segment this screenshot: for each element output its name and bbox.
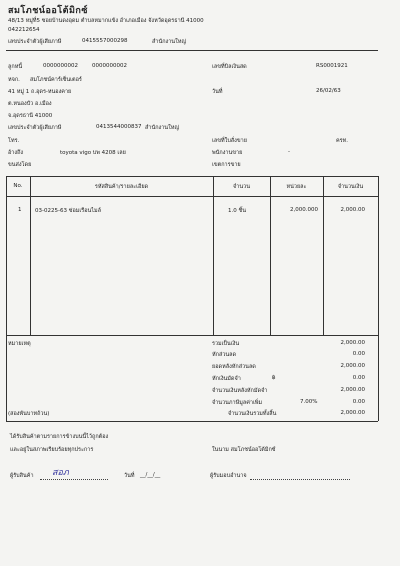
row-description: 03-0225-63 ซ่อมเรือนไมล์ [35, 208, 102, 214]
vat-label: จำนวนภาษีมูลค่าเพิ่ม [212, 400, 263, 406]
received-statement-2: และอยู่ในสภาพเรียบร้อยทุกประการ [10, 447, 94, 453]
company-branch: สำนักงานใหญ่ [152, 39, 187, 45]
received-statement-1: ได้รับสินค้าตามรายการข้างบนนี้ไว้ถูกต้อง [10, 434, 109, 440]
customer-address-2: ต.หนองบัว อ.เมือง [8, 101, 52, 107]
remark-label: หมายเหตุ [8, 341, 31, 347]
row-amount: 2,000.00 [340, 207, 365, 213]
after-deposit-label: จำนวนเงินหลังหักมัดจำ [212, 388, 268, 394]
company-tax-id-label: เลขประจำตัวผู้เสียภาษี [8, 39, 62, 45]
receiver-label: ผู้รับสินค้า [10, 473, 34, 479]
header-no: No. [13, 183, 23, 189]
doc-date: 26/02/63 [316, 88, 341, 94]
customer-code-2: 0000000002 [92, 63, 127, 69]
doc-date-label: วันที่ [212, 89, 223, 95]
customer-tax-id: 0413544000837 [96, 124, 142, 130]
after-deposit-value: 2,000.00 [340, 387, 365, 393]
subtotal-label: รวมเป็นเงิน [212, 341, 240, 347]
grand-total-label: จำนวนเงินรวมทั้งสิ้น [228, 411, 277, 417]
doc-credit-label: ครท. [336, 138, 349, 144]
customer-remark-label: อ้างถึง [8, 150, 24, 156]
header-divider [6, 50, 378, 51]
company-address: 48/13 หมู่ที่5 ซอยบ้านดงอุดม ตำบลหมากแข้ง อำเภอเมือง จังหวัดอุดรธานี 41000 [8, 18, 204, 24]
row-quantity: 1.0 ชิ้น [228, 208, 246, 214]
header-description: รหัสสินค้า/รายละเอียด [94, 184, 149, 190]
customer-branch: สำนักงานใหญ่ [145, 125, 180, 131]
company-tax-id: 0415557000298 [82, 38, 128, 44]
customer-remark: toyota vigo บพ 4208 เลย [60, 150, 126, 156]
subtotal-value: 2,000.00 [340, 340, 365, 346]
receiver-signature: สอภ [52, 468, 69, 478]
doc-sales-label: พนักงานขาย [212, 150, 243, 156]
doc-number-label: เลขที่บิลเงินสด [212, 64, 247, 70]
customer-name-prefix: หจก. [8, 77, 20, 83]
customer-address-3: จ.อุดรธานี 41000 [8, 113, 53, 119]
after-discount-label: ยอดหลังหักส่วนลด [212, 364, 256, 370]
discount-label: หักส่วนลด [212, 352, 237, 358]
doc-sales-value: - [288, 149, 290, 155]
row-no: 1 [18, 207, 22, 213]
vat-value: 0.00 [352, 399, 365, 405]
receiver-date-label: วันที่ [124, 473, 135, 479]
company-phone: 042212654 [8, 27, 40, 33]
deposit-value: 0.00 [352, 375, 365, 381]
customer-code-label: ลูกหนี้ [8, 64, 23, 70]
customer-address-1: 41 หมู่ 1 ถ.อุดร-หนองคาย [8, 89, 72, 95]
authorized-label: ผู้รับมอบอำนาจ [210, 473, 247, 479]
receiver-date-value: __/__/__ [140, 472, 161, 478]
on-behalf-of: ในนาม สมโภชน์ออโต้มิกซ์ [212, 447, 276, 453]
discount-value: 0.00 [352, 351, 365, 357]
ship-label: ขนส่งโดย [8, 162, 32, 168]
customer-tax-id-label: เลขประจำตัวผู้เสียภาษี [8, 125, 62, 131]
amount-in-words: (สองพันบาทถ้วน) [8, 411, 50, 417]
vat-rate: 7.00% [300, 399, 318, 405]
doc-ref-label: เลขที่ใบสั่งขาย [212, 138, 247, 144]
grand-total-value: 2,000.00 [340, 410, 365, 416]
deposit-label: หักเงินมัดจำ [212, 376, 241, 382]
customer-name: สมโภชน์คาร์เซ็นเตอร์ [30, 77, 82, 83]
customer-code: 0000000002 [43, 63, 78, 69]
doc-due-label: เขตการขาย [212, 162, 241, 168]
customer-phone-label: โทร. [8, 138, 20, 144]
header-quantity: จำนวน [233, 184, 250, 190]
header-unit-price: หน่วยละ [286, 184, 307, 190]
header-amount: จำนวนเงิน [337, 184, 364, 190]
company-name: สมโภชน์ออโต้มิกซ์ [8, 6, 88, 16]
deposit-extra: ฿ [272, 375, 276, 381]
after-discount-value: 2,000.00 [340, 363, 365, 369]
doc-number: RS0001921 [316, 63, 348, 69]
row-unit-price: 2,000.000 [290, 207, 318, 213]
